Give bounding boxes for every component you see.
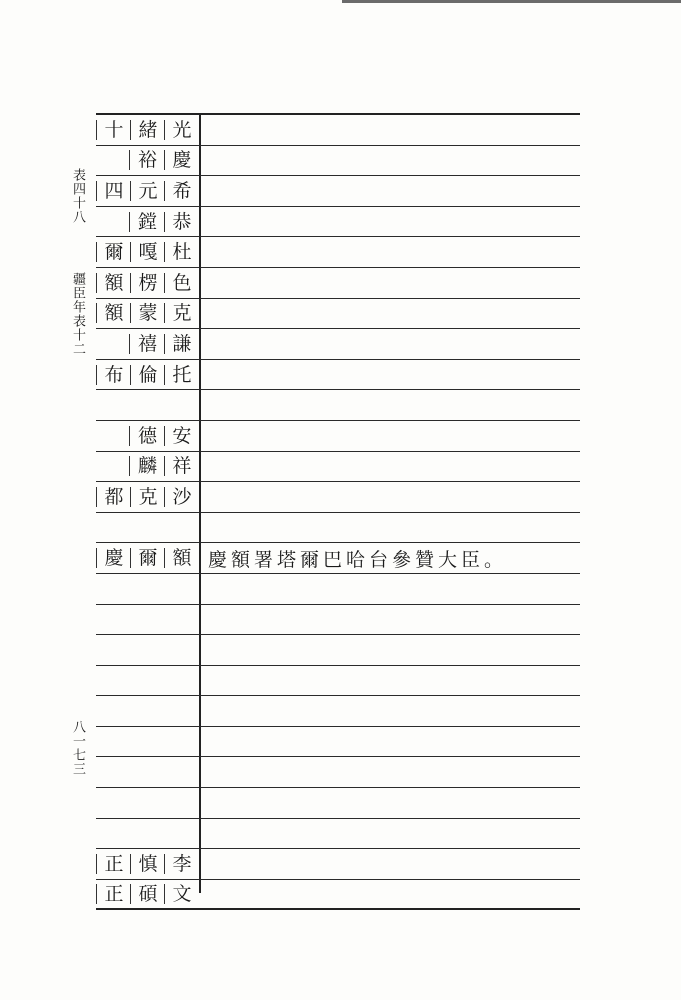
name-char: 緒	[130, 120, 163, 140]
name-char: 慶	[164, 150, 197, 170]
name-char: 恭	[164, 212, 197, 232]
official-name	[96, 421, 198, 451]
row-detail	[208, 605, 578, 635]
table-row	[96, 666, 580, 697]
table-row	[96, 635, 580, 666]
table-row	[96, 176, 580, 207]
row-detail	[208, 146, 578, 176]
table-row	[96, 146, 580, 177]
table-row	[96, 849, 580, 880]
name-char: 李	[164, 854, 197, 874]
row-detail	[208, 757, 578, 787]
row-detail	[208, 635, 578, 665]
table-row	[96, 819, 580, 850]
name-char: 慎	[130, 854, 163, 874]
table-row	[96, 207, 580, 238]
row-detail	[208, 819, 578, 849]
name-char: 嘎	[130, 242, 163, 262]
table-row	[96, 482, 580, 513]
row-detail	[208, 360, 578, 390]
name-char: 裕	[129, 150, 162, 170]
name-char: 都	[96, 487, 129, 507]
name-char: 慶	[96, 548, 129, 568]
row-detail	[208, 268, 578, 298]
row-detail	[208, 176, 578, 206]
official-name	[96, 237, 198, 267]
table-row	[96, 696, 580, 727]
table-row	[96, 543, 580, 574]
page-number: 八一七三	[70, 720, 85, 776]
official-name	[96, 696, 198, 726]
table-row	[96, 574, 580, 605]
row-detail	[208, 880, 578, 909]
official-table	[96, 113, 580, 906]
official-name	[96, 513, 198, 543]
table-row	[96, 115, 580, 146]
row-detail	[208, 696, 578, 726]
row-detail	[208, 207, 578, 237]
name-char: 正	[96, 854, 129, 874]
row-detail	[208, 666, 578, 696]
name-char: 文	[164, 884, 197, 904]
official-name	[96, 115, 198, 145]
name-char: 額	[96, 273, 129, 293]
row-detail	[208, 513, 578, 543]
name-char: 正	[96, 884, 129, 904]
name-char: 托	[164, 365, 197, 385]
margin-title-1: 表四十八	[70, 168, 85, 224]
official-name	[96, 635, 198, 665]
table-row	[96, 329, 580, 360]
name-char: 謙	[164, 334, 197, 354]
table-row	[96, 788, 580, 819]
table-row	[96, 360, 580, 391]
table-row	[96, 513, 580, 544]
table-row	[96, 880, 580, 911]
row-detail	[208, 482, 578, 512]
name-char: 楞	[130, 273, 163, 293]
row-detail	[208, 849, 578, 879]
name-char: 布	[96, 365, 129, 385]
row-detail	[208, 727, 578, 757]
name-char: 克	[164, 303, 197, 323]
name-char: 希	[164, 181, 197, 201]
official-name	[96, 146, 198, 176]
row-detail	[208, 788, 578, 818]
name-char: 色	[164, 273, 197, 293]
official-name	[96, 788, 198, 818]
official-name	[96, 452, 198, 482]
official-name	[96, 849, 198, 879]
official-name	[96, 482, 198, 512]
row-detail	[208, 452, 578, 482]
official-name	[96, 574, 198, 604]
name-char: 麟	[129, 456, 162, 476]
row-detail	[208, 390, 578, 420]
official-name	[96, 819, 198, 849]
row-detail	[208, 329, 578, 359]
top-rule	[342, 0, 681, 3]
official-name	[96, 543, 198, 573]
row-detail	[208, 574, 578, 604]
name-char: 碩	[130, 884, 163, 904]
name-char: 額	[164, 548, 197, 568]
official-name	[96, 360, 198, 390]
name-char: 克	[130, 487, 163, 507]
official-name	[96, 727, 198, 757]
table-row	[96, 237, 580, 268]
official-name	[96, 176, 198, 206]
name-char: 四	[96, 181, 129, 201]
table-row	[96, 268, 580, 299]
name-char: 十	[96, 120, 129, 140]
table-row	[96, 390, 580, 421]
name-char: 倫	[130, 365, 163, 385]
official-name	[96, 757, 198, 787]
row-detail: 慶額署塔爾巴哈台參贊大臣。	[208, 548, 508, 571]
official-name	[96, 880, 198, 909]
official-name	[96, 329, 198, 359]
name-char: 杜	[164, 242, 197, 262]
name-char: 額	[96, 303, 129, 323]
name-char: 德	[129, 426, 162, 446]
name-char: 沙	[164, 487, 197, 507]
row-detail	[208, 299, 578, 329]
name-char: 爾	[130, 548, 163, 568]
table-rows	[96, 115, 580, 910]
table-row	[96, 727, 580, 758]
margin-title-2: 疆臣年表十二	[70, 272, 85, 356]
name-char: 元	[130, 181, 163, 201]
official-name	[96, 605, 198, 635]
official-name	[96, 268, 198, 298]
table-row	[96, 299, 580, 330]
table-row	[96, 421, 580, 452]
table-row	[96, 452, 580, 483]
name-char: 禧	[129, 334, 162, 354]
name-char: 鏜	[129, 212, 162, 232]
name-char: 爾	[96, 242, 129, 262]
row-detail	[208, 115, 578, 145]
table-row	[96, 757, 580, 788]
official-name	[96, 299, 198, 329]
name-char: 安	[164, 426, 197, 446]
official-name	[96, 207, 198, 237]
name-char: 祥	[164, 456, 197, 476]
row-detail	[208, 237, 578, 267]
name-char: 蒙	[130, 303, 163, 323]
table-row	[96, 605, 580, 636]
name-char: 光	[164, 120, 197, 140]
official-name	[96, 666, 198, 696]
official-name	[96, 390, 198, 420]
row-detail	[208, 421, 578, 451]
